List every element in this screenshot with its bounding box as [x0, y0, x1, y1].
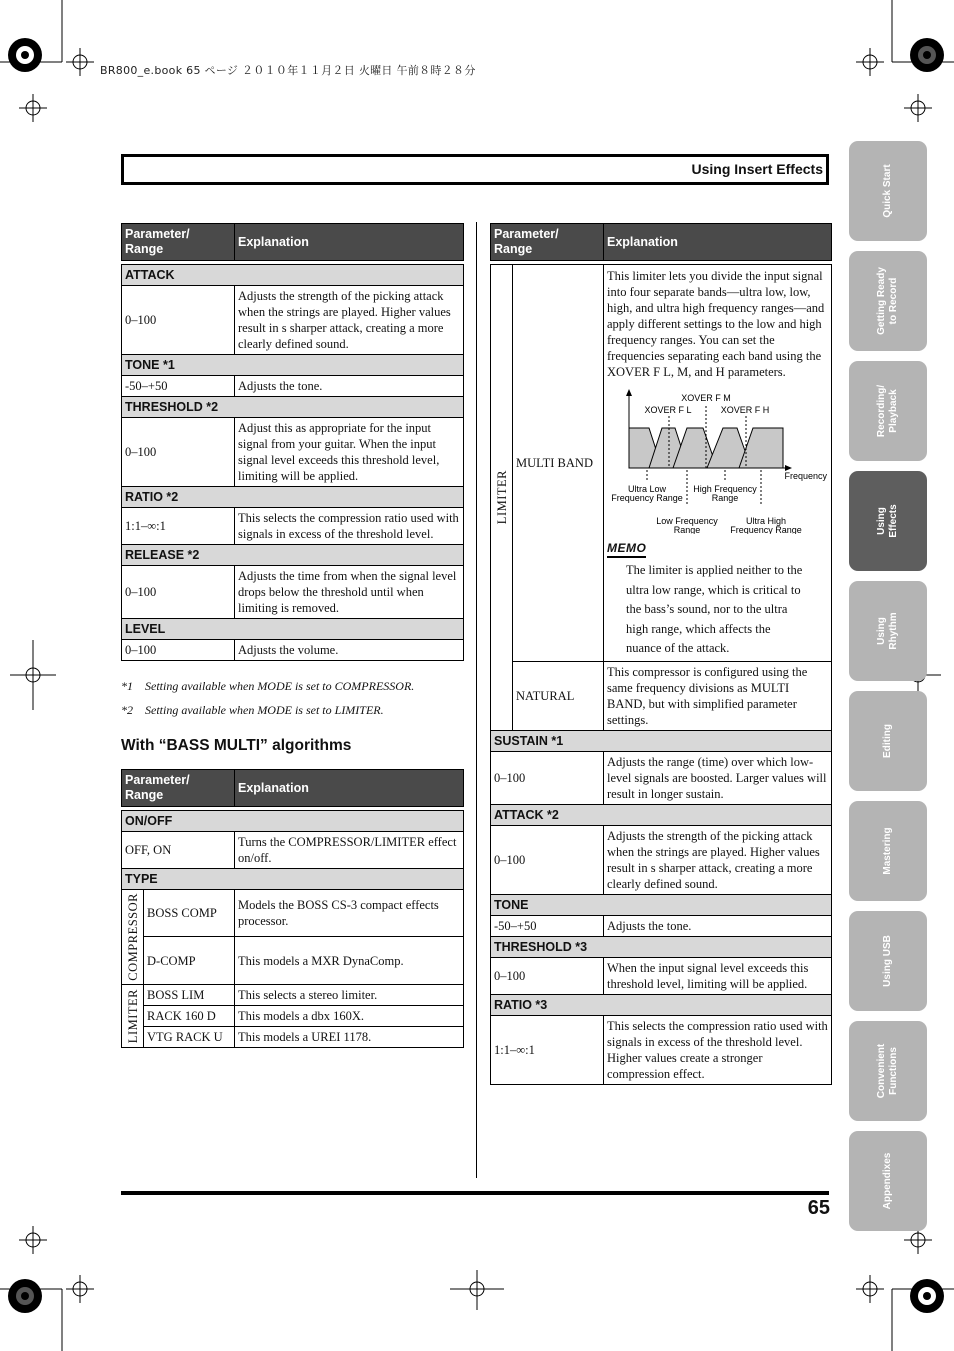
xover-h-label: XOVER F H: [720, 405, 770, 415]
memo-line: the bass’s sound, nor to the ultra: [626, 602, 788, 616]
print-header: BR800_e.book 65 ページ ２０１０年１１月２日 火曜日 午前８時２８分: [100, 64, 476, 77]
tab-using-rhythm[interactable]: [849, 581, 927, 681]
param-range-header: Parameter/ Range: [491, 224, 604, 261]
explanation-text: Models the BOSS CS-3 compact effects processor.: [235, 890, 464, 937]
tab-label: Getting Ready to Record: [876, 267, 899, 335]
range-value: OFF, ON: [122, 832, 235, 869]
compressor-group-label: COMPRESSOR: [125, 893, 140, 981]
right-param-table: [490, 223, 832, 1085]
type-name: VTG RACK U: [144, 1027, 235, 1048]
range-value: -50–+50: [122, 376, 235, 397]
tab-mastering[interactable]: [849, 801, 927, 901]
explanation-text: Adjusts the range (time) over which low-level signals are boosted. Larger values will result in longer sustain.: [604, 751, 832, 804]
explanation-header: Explanation: [235, 224, 464, 261]
range-value: 1:1–∞:1: [122, 508, 235, 545]
xover-m-label: XOVER F M: [681, 393, 731, 403]
xover-l-label: XOVER F L: [644, 405, 692, 415]
section-attack: ATTACK *2: [491, 804, 832, 825]
param-range-header: Parameter/ Range: [122, 224, 235, 261]
low-freq-label-2: Range: [673, 525, 701, 534]
section-threshold: THRESHOLD *2: [122, 397, 464, 418]
explanation-text: Adjusts the time from when the signal level drops below the threshold until when limiting is removed.: [235, 566, 464, 619]
explanation-text: Adjusts the volume.: [235, 640, 464, 661]
section-threshold: THRESHOLD *3: [491, 936, 832, 957]
explanation-text: Adjusts the tone.: [604, 915, 832, 936]
frequency-label: Frequency: [784, 471, 827, 481]
bottom-rule: [121, 1191, 829, 1195]
memo-icon: MEMO: [607, 540, 646, 558]
memo-line: nuance of the attack.: [626, 641, 730, 655]
type-name: MULTI BAND: [513, 265, 604, 662]
explanation-text: This selects the compression ratio used with signals in excess of the threshold level.: [235, 508, 464, 545]
explanation-text: This models a UREI 1178.: [235, 1027, 464, 1048]
explanation-text: Turns the COMPRESSOR/LIMITER effect on/off.: [235, 832, 464, 869]
range-value: 0–100: [122, 418, 235, 487]
type-name: BOSS COMP: [144, 890, 235, 937]
section-tone: TONE *1: [122, 355, 464, 376]
explanation-header: Explanation: [604, 224, 832, 261]
high-freq-label: High Frequency: [693, 484, 757, 494]
explanation-text: This selects a stereo limiter.: [235, 985, 464, 1006]
band-diagram: [607, 384, 829, 534]
column-divider: [476, 222, 477, 1178]
left-param-table: [121, 223, 464, 661]
explanation-text: When the input signal level exceeds this threshold level, limiting will be applied.: [604, 957, 832, 994]
section-type: TYPE: [122, 869, 464, 890]
tab-quick-start[interactable]: [849, 141, 927, 241]
section-ratio: RATIO *3: [491, 994, 832, 1015]
explanation-text: Adjust this as appropriate for the input signal from your guitar. When the input signal level exceeds this threshold level, limiting will be applied.: [235, 418, 464, 487]
memo-block: [607, 540, 828, 659]
bass-multi-table: [121, 769, 464, 1048]
section-ratio: RATIO *2: [122, 487, 464, 508]
range-value: 0–100: [491, 825, 604, 894]
explanation-text: This models a dbx 160X.: [235, 1006, 464, 1027]
ultra-low-label-2: Frequency Range: [611, 493, 683, 503]
bass-multi-heading: With “BASS MULTI” algorithms: [121, 737, 352, 754]
tab-using-effects[interactable]: [849, 471, 927, 571]
tab-label: Recording/ Playback: [876, 384, 899, 438]
tab-convenient-functions[interactable]: [849, 1021, 927, 1121]
explanation-text: This models a MXR DynaComp.: [235, 937, 464, 985]
running-header-box: [121, 154, 829, 185]
axis-arrow-icon: [626, 389, 632, 396]
range-value: -50–+50: [491, 915, 604, 936]
section-release: RELEASE *2: [122, 545, 464, 566]
high-freq-label-2: Range: [711, 493, 739, 503]
section-sustain: SUSTAIN *1: [491, 730, 832, 751]
tab-appendixes[interactable]: [849, 1131, 927, 1231]
memo-text: [607, 561, 828, 659]
tab-label: Using Rhythm: [876, 612, 899, 650]
tab-label: Using USB: [882, 935, 893, 987]
tab-using-usb[interactable]: [849, 911, 927, 1011]
explanation-text: This selects the compression ratio used with signals in excess of the threshold level. Higher values create a stronger compression effect.: [604, 1015, 832, 1084]
tab-editing[interactable]: [849, 691, 927, 791]
ultra-high-label-2: Frequency Range: [730, 525, 802, 534]
section-level: LEVEL: [122, 619, 464, 640]
running-header-title: Using Insert Effects: [691, 161, 823, 177]
tab-label: Using Effects: [876, 504, 899, 538]
tab-recording-playback[interactable]: [849, 361, 927, 461]
type-name: BOSS LIM: [144, 985, 235, 1006]
range-value: 0–100: [122, 286, 235, 355]
tab-getting-ready[interactable]: [849, 251, 927, 351]
limiter-group-label: LIMITER: [125, 988, 140, 1044]
range-value: 0–100: [491, 957, 604, 994]
limiter-group-label: LIMITER: [494, 470, 509, 525]
explanation-text: Adjusts the strength of the picking attack when the strings are played. Higher values result in s sharper attack, creating a more clearly defined sound.: [235, 286, 464, 355]
ultra-high-label: Ultra High: [745, 516, 787, 526]
range-value: 0–100: [491, 751, 604, 804]
tab-label: Mastering: [882, 827, 893, 875]
footnote-1: *1 Setting available when MODE is set to COMPRESSOR.: [121, 679, 415, 693]
range-value: 0–100: [122, 566, 235, 619]
low-freq-label: Low Frequency: [656, 516, 718, 526]
explanation-header: Explanation: [235, 770, 464, 807]
param-range-header: Parameter/ Range: [122, 770, 235, 807]
type-name: NATURAL: [513, 661, 604, 730]
range-value: 0–100: [122, 640, 235, 661]
tab-label: Appendixes: [882, 1152, 893, 1210]
memo-line: ultra low range, which is critical to: [626, 582, 801, 597]
explanation-text: Adjusts the tone.: [235, 376, 464, 397]
type-name: RACK 160 D: [144, 1006, 235, 1027]
tab-label: Convenient Functions: [876, 1043, 899, 1099]
tab-label: Quick Start: [882, 164, 893, 218]
memo-line: high range, which affects the: [626, 621, 771, 636]
section-tone: TONE: [491, 894, 832, 915]
range-value: 1:1–∞:1: [491, 1015, 604, 1084]
explanation-text: This compressor is configured using the same frequency divisions as MULTI BAND, but with simplified parameter settings.: [604, 661, 832, 730]
footnote-2: *2 Setting available when MODE is set to LIMITER.: [121, 703, 384, 717]
memo-line: The limiter is applied neither to the: [626, 563, 803, 577]
section-onoff: ON/OFF: [122, 811, 464, 832]
ultra-low-label: Ultra Low: [627, 484, 667, 494]
explanation-text: Adjusts the strength of the picking attack when the strings are played. Higher values result in s sharper attack, creating a more clearly defined sound.: [604, 825, 832, 894]
section-attack: ATTACK: [122, 265, 464, 286]
tab-label: Editing: [882, 724, 893, 758]
type-name: D-COMP: [144, 937, 235, 985]
page-number: 65: [807, 1197, 830, 1219]
explanation-text: This limiter lets you divide the input signal into four separate bands—ultra low, low, high, and ultra high frequency ranges—and apply different settings to the low and high frequency ranges. You can set the frequencies separating each band using the XOVER F L, M, and H parameters.: [607, 269, 825, 379]
